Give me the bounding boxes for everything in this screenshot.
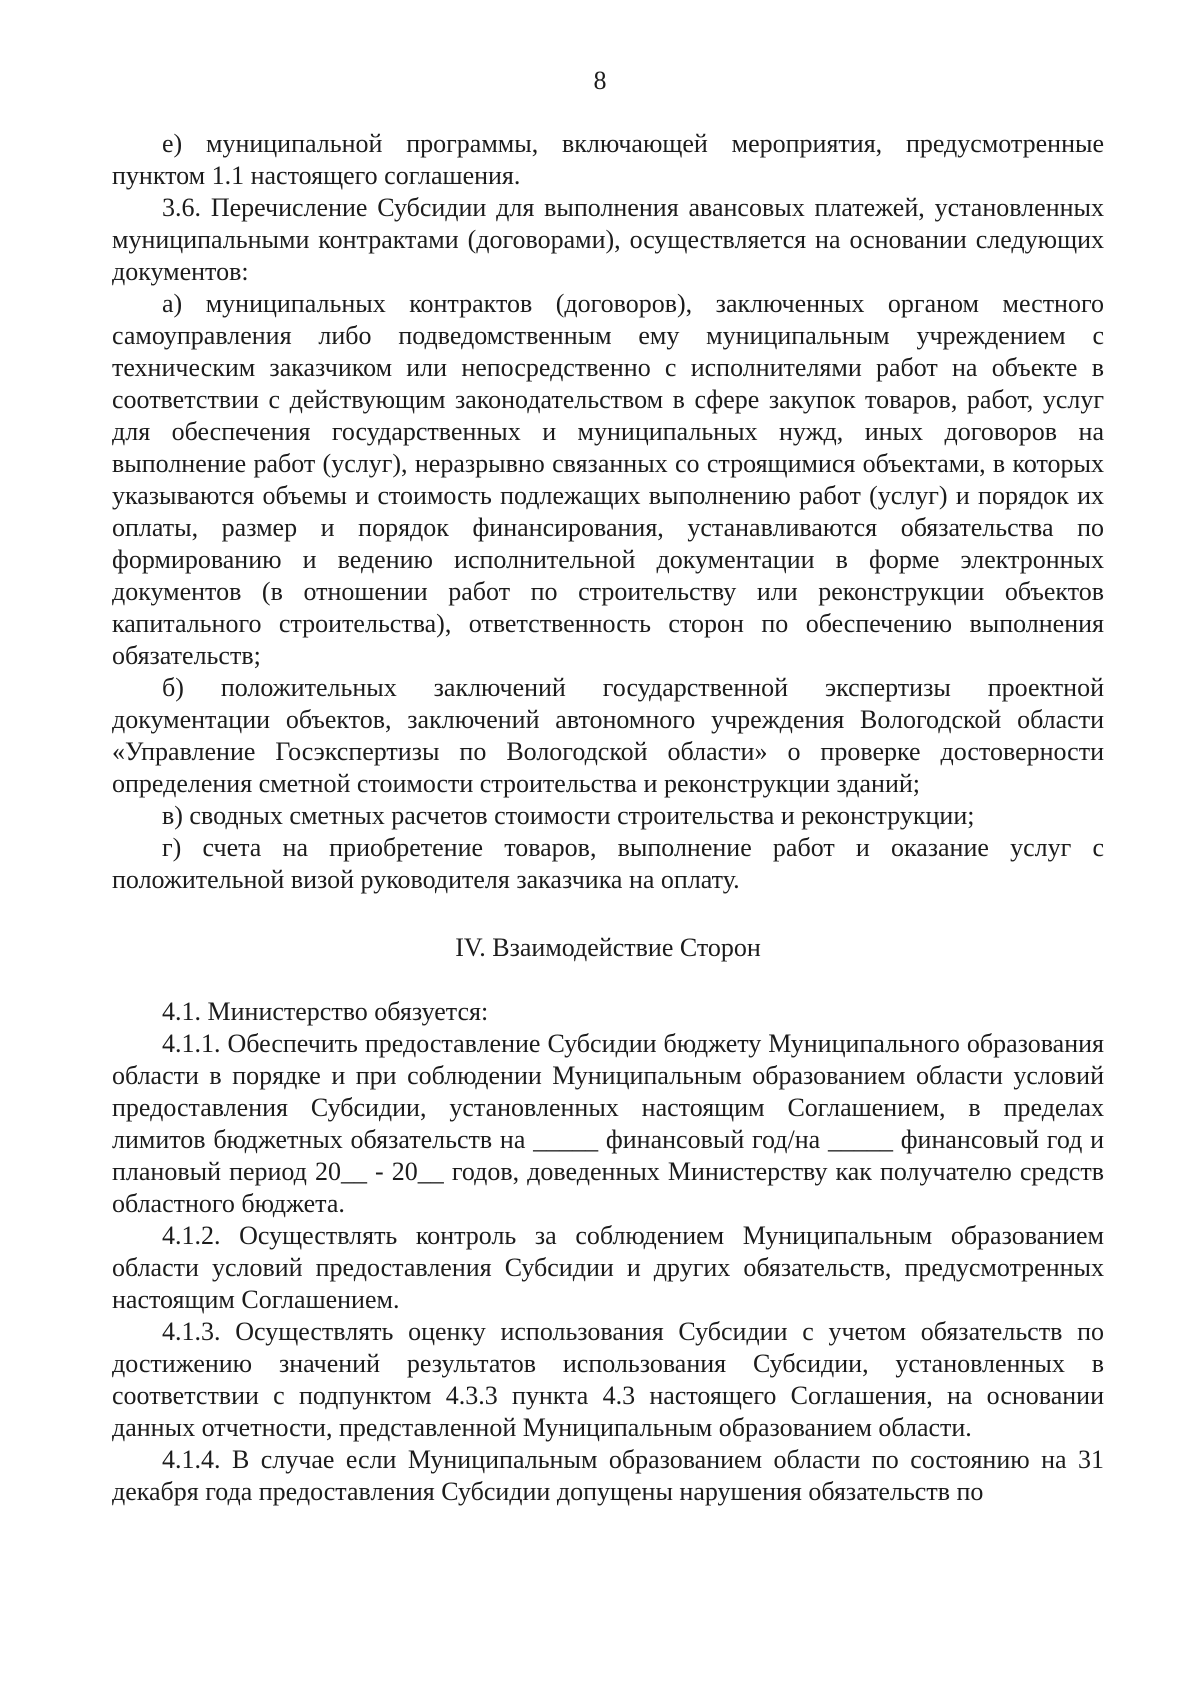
paragraph-item-a: а) муниципальных контрактов (договоров), заключенных органом местного самоуправления либо подведомственным ему муниципальным учреждением с техническим заказчиком или непосредственно с исполнителями работ на объекте в соответствии с действующим законодательством в сфере закупок товаров, работ, услуг для обеспечения государственных и муниципальных нужд, иных договоров на выполнение работ (услуг), неразрывно связанных со строящимися объектами, в которых указываются объемы и стоимость подлежащих выполнению работ (услуг) и порядок их оплаты, размер и порядок финансирования, устанавливаются обязательства по формированию и ведению исполнительной документации в форме электронных документов (в отношении работ по строительству или реконструкции объектов капитального строительства), ответственность сторон по обеспечению выполнения обязательств; xyxy=(112,289,1104,670)
paragraph-item-b: б) положительных заключений государственной экспертизы проектной документации объектов, заключений автономного учреждения Вологодской области «Управление Госэкспертизы по Вологодской области» о проверке достоверности определения сметной стоимости строительства и реконструкции зданий; xyxy=(112,673,1104,798)
paragraph-3-6: 3.6. Перечисление Субсидии для выполнения авансовых платежей, установленных муниципальными контрактами (договорами), осуществляется на основании следующих документов: xyxy=(112,193,1104,286)
section-heading: IV. Взаимодействие Сторон xyxy=(455,933,761,962)
paragraph-item-v: в) сводных сметных расчетов стоимости строительства и реконструкции; xyxy=(162,801,975,830)
document-body xyxy=(112,128,1104,1508)
page-number: 8 xyxy=(593,66,607,95)
paragraph-4-1-3: 4.1.3. Осуществлять оценку использования Субсидии с учетом обязательств по достижению значений результатов использования Субсидии, установленных в соответствии с подпунктом 4.3.3 пункта 4.3 настоящего Соглашения, на основании данных отчетности, представленной Муниципальным образованием области. xyxy=(112,1317,1104,1442)
paragraph-item-e: е) муниципальной программы, включающей мероприятия, предусмотренные пунктом 1.1 настоящего соглашения. xyxy=(112,129,1104,190)
paragraph-4-1-4: 4.1.4. В случае если Муниципальным образованием области по состоянию на 31 декабря года предоставления Субсидии допущены нарушения обязательств по xyxy=(112,1445,1104,1506)
paragraph-4-1: 4.1. Министерство обязуется: xyxy=(162,997,489,1026)
paragraph-item-g: г) счета на приобретение товаров, выполнение работ и оказание услуг с положительной визой руководителя заказчика на оплату. xyxy=(112,833,1104,894)
paragraph-4-1-1: 4.1.1. Обеспечить предоставление Субсидии бюджету Муниципального образования области в порядке и при соблюдении Муниципальным образованием области условий предоставления Субсидии, установленных настоящим Соглашением, в пределах лимитов бюджетных обязательств на _____ финансовый год/на _____ финансовый год и плановый период 20__ - 20__ годов, доведенных Министерству как получателю средств областного бюджета. xyxy=(112,1029,1104,1218)
paragraph-4-1-2: 4.1.2. Осуществлять контроль за соблюдением Муниципальным образованием области условий предоставления Субсидии и других обязательств, предусмотренных настоящим Соглашением. xyxy=(112,1221,1104,1314)
